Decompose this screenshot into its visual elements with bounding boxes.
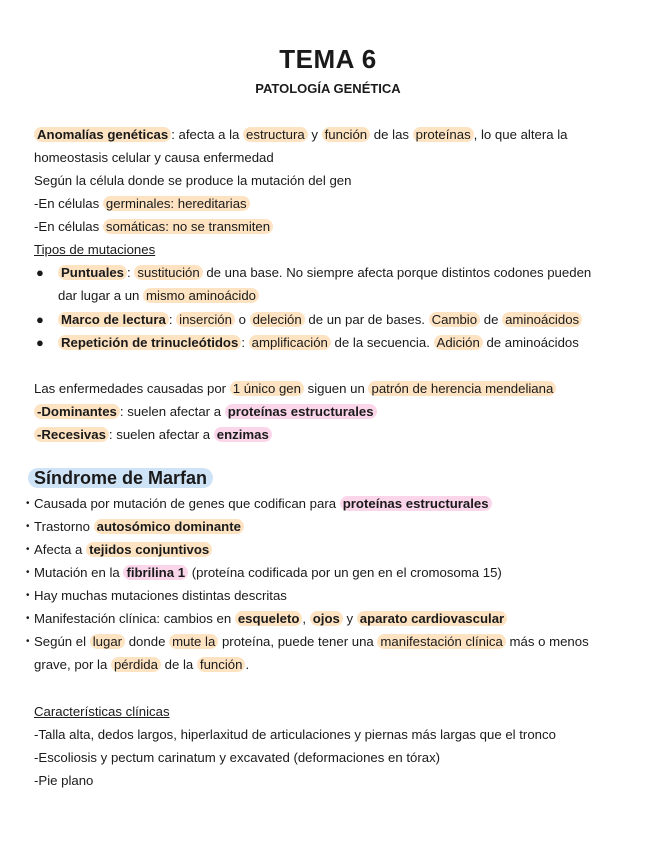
bullet-dot: ● [36,265,44,280]
text: Mutación en la [34,565,124,580]
hl-unico-gen: 1 único gen [230,381,304,396]
text: de un par de bases. [304,312,429,327]
text: Según el [34,634,90,649]
marfan-bullet-7-cont [34,656,249,674]
page-title: TEMA 6 [279,44,377,74]
hl-perdida: pérdida [111,657,161,672]
hl-amplificacion: amplificación [249,335,331,350]
text: : suelen afectar a [108,427,214,442]
bullet-dot: • [26,567,30,578]
text: de la [160,657,197,672]
hl-germinales: germinales: hereditarias [103,196,250,211]
intro-line-1 [34,126,568,144]
bullet-dot: • [26,613,30,624]
hl-lugar: lugar [90,634,125,649]
text: : [168,312,177,327]
hl-proteinas-estructurales: proteínas estructurales [225,404,377,419]
bullet-dot: • [26,590,30,601]
mutation-marco [58,311,582,329]
text: : afecta a la [171,127,244,142]
intro-line-3: Según la célula donde se produce la mutación del gen [34,173,352,188]
hl-mute: mute la [169,634,218,649]
text: : [127,265,135,280]
hl-funcion: función [322,127,371,142]
text: de aminoácidos [482,335,579,350]
intro-line-2: homeostasis celular y causa enfermedad [34,150,274,165]
hl-aminoacidos: aminoácidos [502,312,582,327]
text: : suelen afectar a [119,404,225,419]
page-subtitle: PATOLOGÍA GENÉTICA [255,81,401,96]
mendel-line-3 [34,426,272,444]
marfan-bullet-4 [34,564,502,582]
clinical-line-3: -Pie plano [34,773,94,788]
bullet-dot: • [26,636,30,647]
marfan-bullet-7 [34,633,589,651]
text: Las enfermedades causadas por [34,381,230,396]
bullet-dot: ● [36,335,44,350]
hl-somaticas: somáticas: no se transmiten [103,219,273,234]
text: Afecta a [34,542,87,557]
hl-estructura: estructura [243,127,308,142]
hl-adicion: Adición [434,335,483,350]
term-repeticion: Repetición de trinucleótidos [58,335,241,350]
text: y [342,611,357,626]
text: -En células [34,219,103,234]
section-heading-marfan [28,468,213,489]
text: Causada por mutación de genes que codifican para [34,496,340,511]
term-dominantes: -Dominantes [34,404,120,419]
marfan-bullet-6 [34,610,507,628]
text: . [245,657,250,672]
text: (proteína codificada por un gen en el cromosoma 15) [188,565,502,580]
hl-cambio: Cambio [429,312,480,327]
text: de la secuencia. [330,335,434,350]
text: o [234,312,250,327]
intro-line-5 [34,218,273,236]
hl-autosomico: autosómico dominante [94,519,244,534]
mutation-puntuales [58,264,591,282]
bullet-dot: • [26,498,30,509]
hl-manifestacion: manifestación clínica [377,634,505,649]
hl-mismo-aminoacido: mismo aminoácido [143,288,259,303]
text: -En células [34,196,103,211]
hl-tejidos: tejidos conjuntivos [86,542,212,557]
hl-ojos: ojos [310,611,343,626]
bullet-dot: • [26,521,30,532]
text: : [241,335,249,350]
text: más o menos [505,634,589,649]
bullet-dot: • [26,544,30,555]
text: proteína, puede tener una [218,634,378,649]
term-recesivas: -Recesivas [34,427,109,442]
hl-enzimas: enzimas [214,427,272,442]
heading-text: Síndrome de Marfan [28,468,213,488]
hl-esqueleto: esqueleto [235,611,303,626]
hl-proteinas: proteínas [413,127,474,142]
hl-insercion: inserción [176,312,235,327]
hl-sustitucion: sustitución [134,265,202,280]
section-heading-tipos: Tipos de mutaciones [34,242,156,257]
clinical-line-1: -Talla alta, dedos largos, hiperlaxitud de articulaciones y piernas más largas que el tronco [34,727,556,742]
mutation-puntuales-cont [58,287,259,305]
marfan-bullet-1 [34,495,492,513]
hl-proteinas-estructurales: proteínas estructurales [340,496,492,511]
text: Trastorno [34,519,94,534]
text: de [480,312,503,327]
hl-patron-herencia: patrón de herencia mendeliana [368,381,556,396]
text: , lo que altera la [473,127,568,142]
text: Manifestación clínica: cambios en [34,611,235,626]
marfan-bullet-2 [34,518,244,536]
section-heading-caracteristicas: Características clínicas [34,704,170,719]
marfan-bullet-5: Hay muchas mutaciones distintas descritas [34,588,287,603]
text: de las [370,127,413,142]
bullet-dot: ● [36,312,44,327]
text: dar lugar a un [58,288,144,303]
mendel-line-1 [34,380,556,398]
text: y [307,127,322,142]
text: donde [125,634,170,649]
hl-fibrilina: fibrilina 1 [123,565,188,580]
text: , [302,611,310,626]
intro-line-4 [34,195,250,213]
marfan-bullet-3 [34,541,212,559]
clinical-line-2: -Escoliosis y pectum carinatum y excavated (deformaciones en tórax) [34,750,441,765]
text: siguen un [303,381,369,396]
term-anomalias: Anomalías genéticas [34,127,171,142]
text: grave, por la [34,657,111,672]
text: de una base. No siempre afecta porque distintos codones pueden [202,265,592,280]
mendel-line-2 [34,403,377,421]
hl-delecion: deleción [250,312,305,327]
hl-funcion: función [197,657,246,672]
term-puntuales: Puntuales [58,265,127,280]
mutation-repeticion [58,334,579,352]
term-marco: Marco de lectura [58,312,169,327]
hl-cardiovascular: aparato cardiovascular [357,611,507,626]
